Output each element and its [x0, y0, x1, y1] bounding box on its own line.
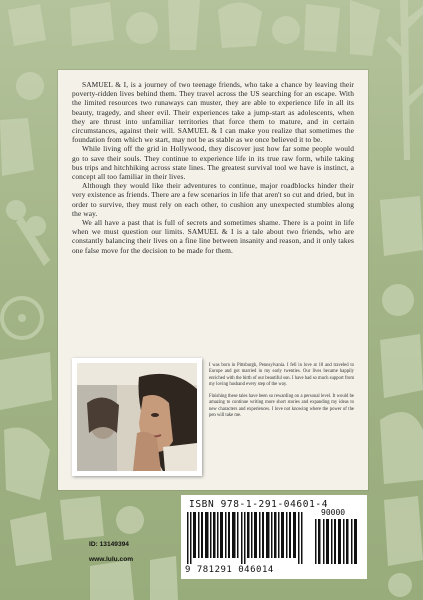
- publisher-website: www.lulu.com: [89, 556, 134, 563]
- portrait-illustration: [77, 363, 197, 471]
- author-photo-image: [77, 363, 197, 471]
- book-blurb: [72, 80, 354, 255]
- blurb-paragraph: We all have a past that is full of secrets and sometimes shame. There is a point in life when we must question our limits. SAMUEL & I is a tale about two friends, who are constantly balancing their lives on a fine line between insanity and reason, and it only takes one false move for the decision to be made for them.: [72, 218, 354, 255]
- book-id: ID: 13149394: [89, 541, 129, 548]
- bio-paragraph: I was born in Pittsburgh, Pennsylvania. I fell in love at 18 and traveled to Europe and got married in my early twenties. Our lives became happily enriched with the birth of our beautiful son. I have had so much support from my loving husband every step of the way.: [209, 363, 354, 387]
- isbn-label: ISBN 978-1-291-04601-4: [189, 499, 329, 510]
- bio-paragraph: Finishing these tales have been so rewarding on a personal level. It would be amazing to continue writing more short stories and expanding my ideas to new characters and experiences. I love not knowing where the power of the pen will take me.: [209, 394, 354, 419]
- blurb-paragraph: Although they would like their adventures to continue, major roadblocks hinder their very existence as friends. There are a few scenarios in life that aren't so cut and dried, but in order to survive, they must rely on each other, to cushion any unexpected stumbles along the way.: [72, 181, 354, 218]
- author-photo: [72, 358, 202, 476]
- author-bio: [209, 363, 354, 425]
- price-code: 90000: [321, 508, 346, 517]
- blurb-paragraph: SAMUEL & I, is a journey of two teenage friends, who take a chance by leaving their poverty-ridden lives behind them. They travel across the US searching for an escape. With the limited resources two runaways can muster, they are able to experience life in all its beauty, tragedy, and sheer evil. Their experiences take a jump-start as adolescents, when they are thrust into unfamiliar territories that force them to mature, and in certain circumstances, against their will. SAMUEL & I can make you realize that sometimes the foundation from which we start, may not be as stable as we once believed it to be.: [72, 80, 354, 145]
- barcode-bars: [187, 512, 305, 564]
- barcode-number: 9 781291 046014: [185, 565, 274, 575]
- blurb-paragraph: While living off the grid in Hollywood, they discover just how far some people would go to save their souls. They continue to experience life in its true raw form, while taking bus trips and hitchhiking across state lines. The greatest survival tool we have is instinct, a concept all too familiar in their lives.: [72, 144, 354, 182]
- isbn-barcode: [181, 495, 367, 579]
- price-barcode-bars: [315, 519, 359, 564]
